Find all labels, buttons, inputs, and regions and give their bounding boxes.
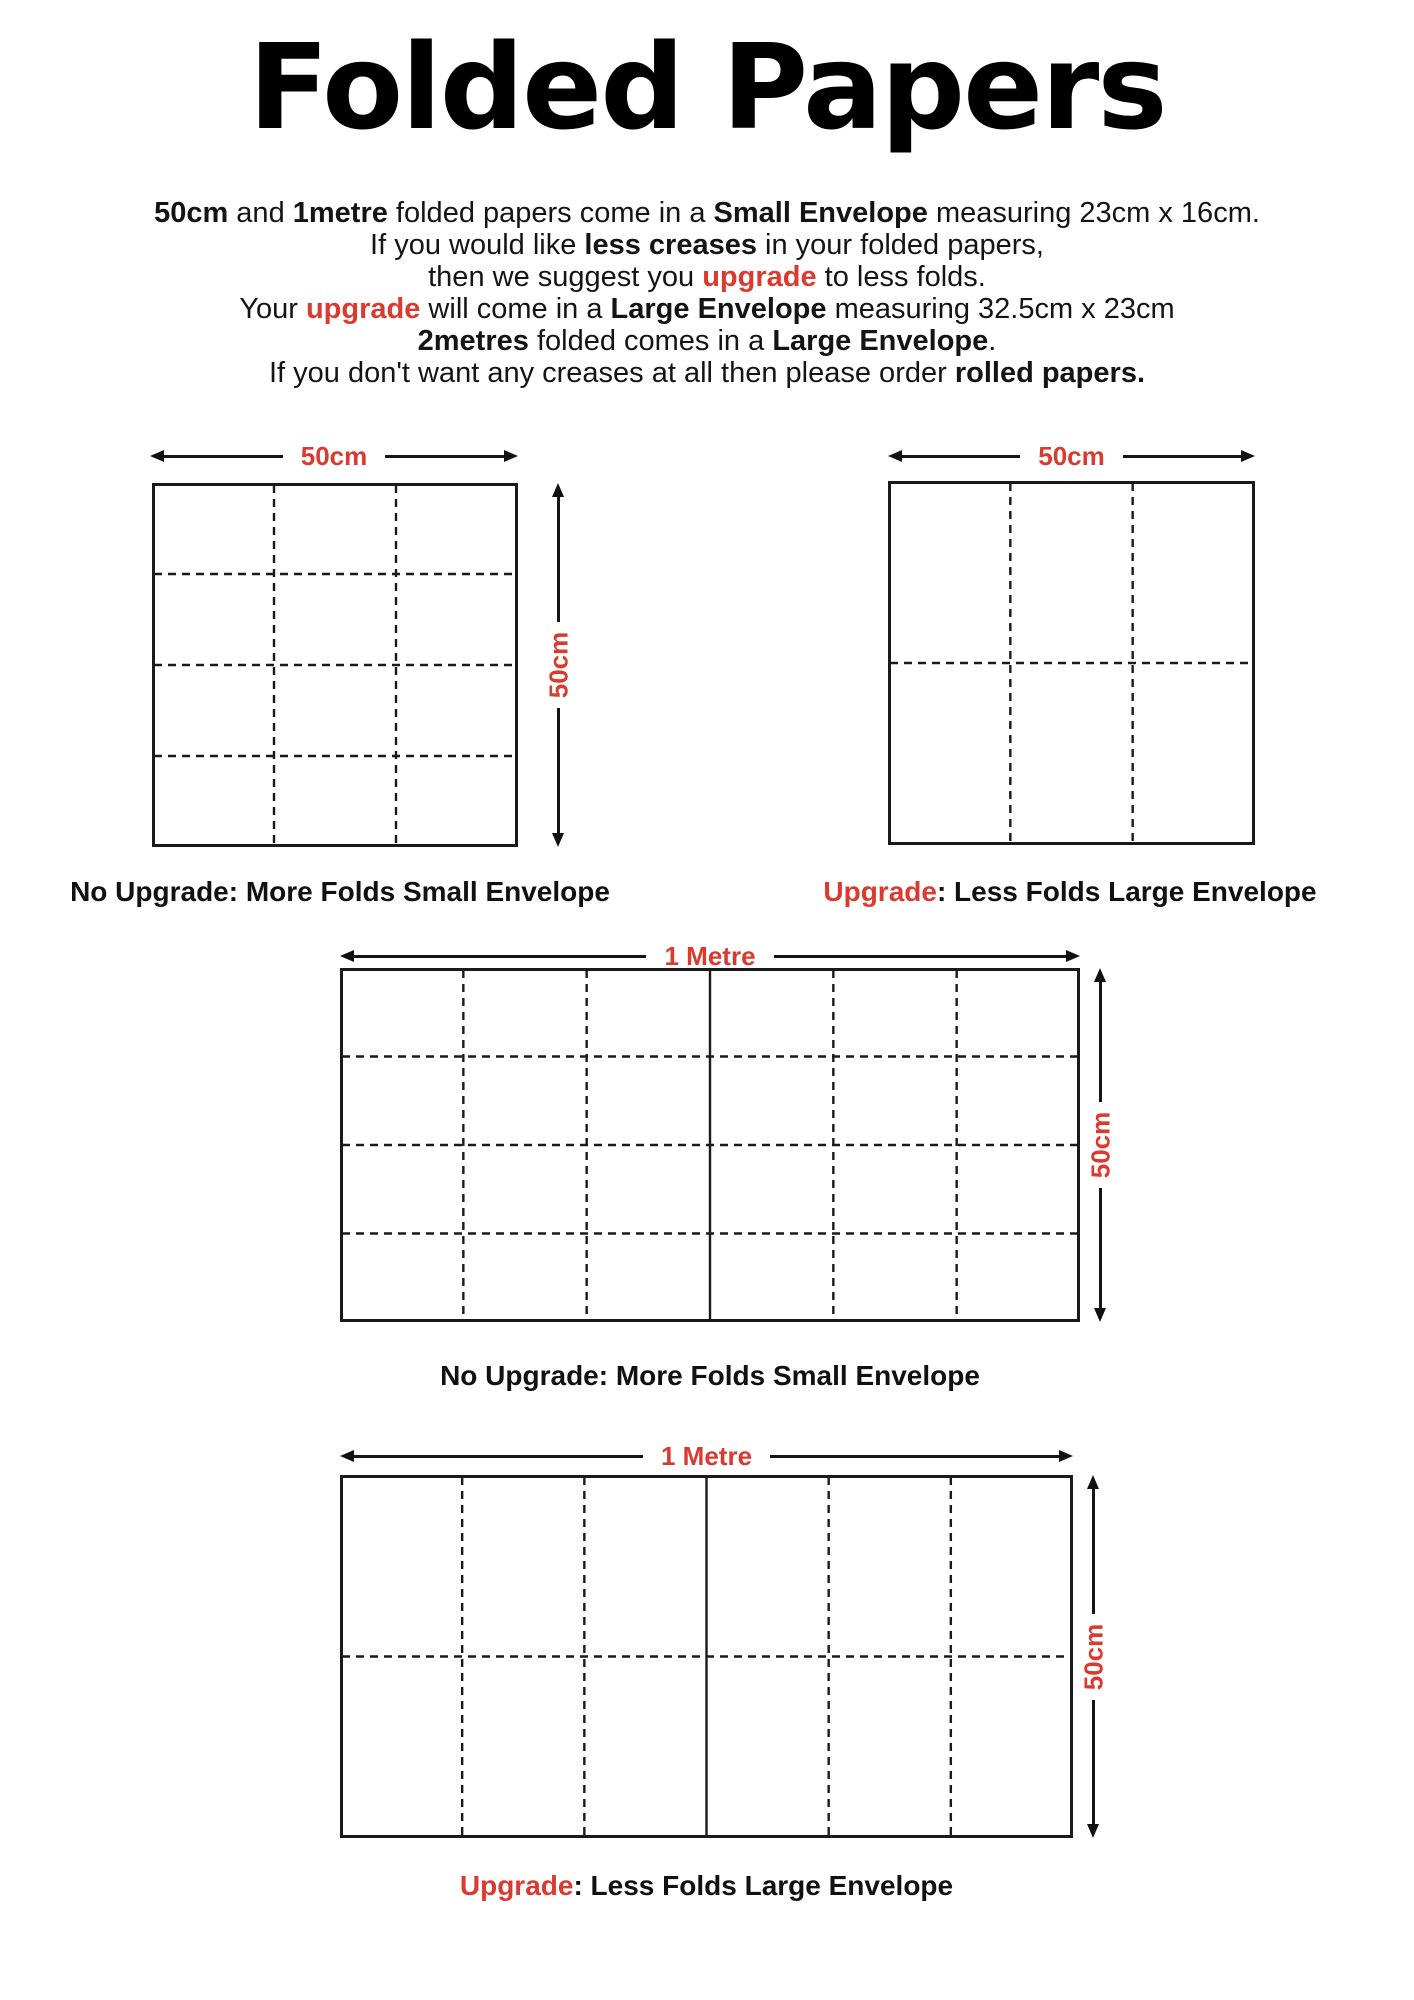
arrowhead-up-icon (1087, 1475, 1099, 1489)
folded-paper-grid (340, 968, 1080, 1322)
arrowhead-right-icon (1059, 1450, 1073, 1462)
folded-paper-grid (152, 483, 518, 847)
width-dimension-arrow (340, 1441, 1073, 1471)
arrow-line (1123, 455, 1241, 458)
diagram-50cm-no-upgrade (60, 440, 630, 915)
width-dimension-arrow (888, 441, 1255, 471)
arrow-line (164, 455, 283, 458)
width-dimension-label: 1 Metre (664, 941, 756, 971)
arrow-line (354, 1455, 643, 1458)
arrowhead-up-icon (552, 483, 564, 497)
folded-paper-grid (888, 481, 1255, 845)
width-dimension-arrow (150, 441, 518, 471)
arrowhead-left-icon (340, 1450, 354, 1462)
arrow-line (1092, 1700, 1095, 1825)
arrowhead-left-icon (340, 950, 354, 962)
page-title: Folded Papers (248, 18, 1166, 156)
intro-line-5: 2metres folded comes in a Large Envelope. (417, 325, 997, 357)
diagram-50cm-upgrade (790, 440, 1360, 915)
arrowhead-down-icon (1087, 1824, 1099, 1838)
arrow-line (1092, 1489, 1095, 1614)
arrowhead-left-icon (150, 450, 164, 462)
height-dimension-arrow (1085, 968, 1115, 1322)
intro-line-6: If you don't want any creases at all then please order rolled papers. (268, 357, 1145, 389)
arrow-line (557, 497, 560, 622)
arrowhead-right-icon (1066, 950, 1080, 962)
arrow-line (385, 455, 504, 458)
diagram-caption: No Upgrade: More Folds Small Envelope (440, 1360, 980, 1391)
width-dimension-arrow (340, 941, 1080, 971)
arrow-line (557, 708, 560, 833)
diagram-caption: No Upgrade: More Folds Small Envelope (70, 876, 610, 907)
arrow-line (354, 955, 646, 958)
intro-line-3: then we suggest you upgrade to less folds. (428, 261, 986, 293)
width-dimension-label: 50cm (300, 441, 368, 471)
diagram-1metre-no-upgrade (340, 940, 1130, 1400)
height-dimension-arrow (1078, 1475, 1108, 1838)
arrow-line (770, 1455, 1059, 1458)
arrow-line (774, 955, 1066, 958)
height-dimension-arrow (543, 483, 573, 847)
diagram-caption: Upgrade: Less Folds Large Envelope (459, 1870, 954, 1901)
height-dimension-label: 50cm (1085, 1111, 1115, 1179)
arrowhead-down-icon (552, 833, 564, 847)
intro-line-4: Your upgrade will come in a Large Envelope measuring 32.5cm x 23cm (239, 293, 1175, 325)
width-dimension-label: 50cm (1038, 441, 1105, 471)
intro-line-1: 50cm and 1metre folded papers come in a Small Envelope measuring 23cm x 16cm. (154, 197, 1260, 229)
height-dimension-label: 50cm (1078, 1623, 1108, 1690)
arrow-line (1099, 1188, 1102, 1308)
arrowhead-down-icon (1094, 1308, 1106, 1322)
arrowhead-right-icon (504, 450, 518, 462)
intro-text (0, 197, 1414, 389)
intro-line-2: If you would like less creases in your folded papers, (370, 229, 1044, 261)
folded-paper-grid (340, 1475, 1073, 1838)
diagram-1metre-upgrade (340, 1428, 1130, 1908)
arrow-line (902, 455, 1020, 458)
arrowhead-right-icon (1241, 450, 1255, 462)
arrowhead-left-icon (888, 450, 902, 462)
height-dimension-label: 50cm (543, 631, 573, 699)
width-dimension-label: 1 Metre (660, 1441, 753, 1471)
arrowhead-up-icon (1094, 968, 1106, 982)
arrow-line (1099, 982, 1102, 1102)
diagram-caption: Upgrade: Less Folds Large Envelope (823, 876, 1317, 907)
